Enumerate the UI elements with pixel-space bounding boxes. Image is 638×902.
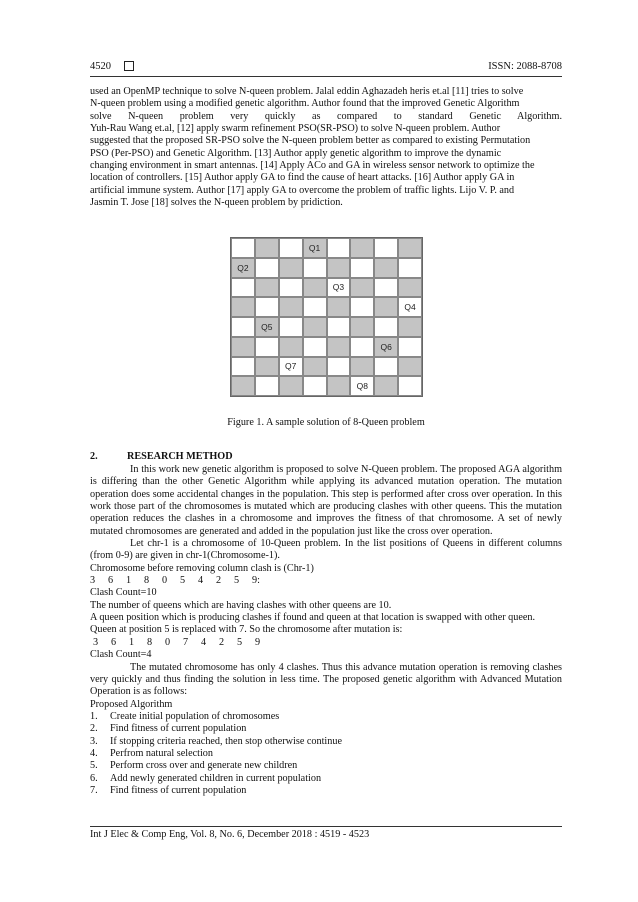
queen-label: Q3: [332, 282, 345, 293]
text-line: Queen at position 5 is replaced with 7. So the chromosome after mutation is:: [90, 624, 403, 636]
section-body: [90, 464, 562, 797]
gene-value: 7: [183, 636, 189, 648]
algorithm-steps: [90, 711, 562, 797]
issn: ISSN: 2088-8708: [488, 61, 562, 72]
gene-value: 2: [216, 575, 222, 587]
board-cell: [350, 337, 374, 357]
board-cell: [374, 317, 398, 337]
board-cell: [303, 297, 327, 317]
text-line: location of controllers. [15] Author apply GA to find the cause of heart attacks. [16] Author apply GA in: [90, 172, 515, 184]
gene-value: 4: [201, 636, 207, 648]
board-cell: [398, 317, 422, 337]
board-cell: [350, 317, 374, 337]
board-cell: [255, 258, 279, 278]
queen-label: Q5: [261, 321, 273, 332]
text-line: Jasmin T. Jose [18] solves the N-queen problem by pridiction.: [90, 197, 343, 209]
gene-value: 1: [126, 575, 132, 587]
paragraph: In this work new genetic algorithm is proposed to solve N-Queen problem. The proposed AGA algorithm is differing than the other Genetic Algorithm while applying its advanced mutation operation. The mutation operation does some accidental changes in the population. This step is performed after cross over operation. In this work those part of the chromosomes is mutated which are producing clashes with other queens. This the mutation operation reduces the clashes in a chromosome and improves the fitness of that chromosome. A set of newly mutated chromosomes are generated and added in the population just like the cross over operation.: [90, 464, 562, 537]
chromosome-before-label: Chromosome before removing column clash is (Chr-1): [90, 562, 314, 574]
gene-value: 1: [129, 636, 135, 648]
text-line: A queen position which is producing clashes if found and queen at that location is swapped with other queen.: [90, 612, 536, 624]
list-item: 3. If stopping criteria reached, then stop otherwise continue: [90, 735, 342, 747]
board-cell: [279, 317, 303, 337]
queen-label: Q1: [308, 242, 321, 253]
board-cell: [327, 297, 351, 317]
board-cell: [350, 376, 374, 396]
board-cell: [303, 357, 327, 377]
text-line: changing environment in smart antennas. [14] Apply ACo and GA in wireless sensor network to optimize the: [90, 160, 535, 172]
list-item: 6. Add newly generated children in current population: [90, 772, 322, 784]
board-cell: [231, 238, 255, 258]
board-cell: [398, 376, 422, 396]
queen-board-figure: [230, 237, 423, 397]
board-cell: [350, 278, 374, 298]
text-line: used an OpenMP technique to solve N-queen problem. Jalal eddin Aghazadeh heris et.al [11] tries to solve: [90, 86, 524, 97]
list-item: 4. Perfrom natural selection: [90, 747, 213, 759]
board-cell: [374, 376, 398, 396]
board-cell: [374, 357, 398, 377]
figure-caption: Figure 1. A sample solution of 8-Queen problem: [227, 417, 425, 428]
board-cell: [303, 258, 327, 278]
board-cell: [398, 278, 422, 298]
board-cell: [231, 278, 255, 298]
chromosome-after-values: [90, 637, 562, 649]
clash-count: Clash Count=4: [90, 649, 152, 661]
list-item: 1. Create initial population of chromosomes: [90, 710, 280, 722]
board-cell: [255, 297, 279, 317]
gene-value: 4: [198, 575, 204, 587]
board-cell: [255, 238, 279, 258]
text-line: N-queen problem using a modified genetic algorithm. Author found that the improved Genetic Algorithm: [90, 98, 520, 110]
gene-value: 8: [147, 636, 153, 648]
board-cell: [255, 317, 279, 337]
board-cell: [374, 278, 398, 298]
footer-rule: [90, 826, 562, 827]
gene-value: 8: [144, 575, 150, 587]
algorithm-title: Proposed Algorithm: [90, 698, 173, 710]
section-heading: [90, 451, 562, 462]
queen-label: Q6: [380, 341, 392, 352]
board-cell: [374, 297, 398, 317]
gene-value: 3: [90, 575, 96, 587]
board-cell: [374, 238, 398, 258]
board-cell: [279, 238, 303, 258]
board-cell: [255, 357, 279, 377]
board-cell: [231, 337, 255, 357]
text-line: The number of queens which are having clashes with other queens are 10.: [90, 599, 392, 611]
section-title: RESEARCH METHOD: [127, 451, 233, 462]
board-cell: [303, 278, 327, 298]
board-cell: [231, 317, 255, 337]
board-cell: [398, 357, 422, 377]
board-cell: [398, 337, 422, 357]
text-line: Yuh-Rau Wang et.al, [12] apply swarm refinement PSO(SR-PSO) to solve N-queen problem. Author: [90, 123, 501, 135]
intro-paragraph: [90, 86, 562, 209]
board-cell: [350, 297, 374, 317]
page-number: 4520: [90, 61, 111, 72]
board-cell: [279, 376, 303, 396]
board-cell: [327, 258, 351, 278]
square-icon: [124, 61, 134, 71]
board-cell: [231, 258, 255, 278]
list-item: 2. Find fitness of current population: [90, 723, 247, 735]
list-item: 5. Perform cross over and generate new children: [90, 760, 298, 772]
gene-value: 6: [111, 636, 117, 648]
gene-value: 5: [180, 575, 186, 587]
gene-value: 0: [165, 636, 171, 648]
board-cell: [374, 337, 398, 357]
gene-value: 6: [108, 575, 114, 587]
header-rule: [90, 76, 562, 77]
board-cell: [327, 317, 351, 337]
board-cell: [279, 337, 303, 357]
queen-label: Q7: [285, 361, 297, 372]
gene-value: 5: [237, 636, 243, 648]
queen-label: Q4: [404, 302, 416, 313]
board-cell: [327, 337, 351, 357]
gene-value: 0: [162, 575, 168, 587]
list-item: 7. Find fitness of current population: [90, 784, 247, 796]
board-cell: [398, 238, 422, 258]
board-cell: [398, 297, 422, 317]
board-cell: [327, 357, 351, 377]
text-line: suggested that the proposed SR-PSO solve the N-queen problem better as compared to existing Permutation: [90, 135, 531, 147]
queen-label: Q8: [356, 381, 368, 392]
queen-label: Q2: [237, 262, 249, 273]
gene-value: 2: [219, 636, 225, 648]
board-cell: [350, 258, 374, 278]
text-line: PSO (Per-PSO) and Genetic Algorithm. [13] Author apply genetic algorithm to improve the dynamic: [90, 147, 502, 159]
board-cell: [327, 238, 351, 258]
page-footer: Int J Elec & Comp Eng, Vol. 8, No. 6, December 2018 : 4519 - 4523: [90, 829, 370, 840]
clash-count: Clash Count=10: [90, 587, 157, 599]
paragraph: Let chr-1 is a chromosome of 10-Queen problem. In the list positions of Queens in different columns (from 0-9) are given in chr-1(Chromosome-1).: [90, 538, 562, 562]
board-cell: [374, 258, 398, 278]
board-cell: [350, 238, 374, 258]
gene-value: 9: [255, 636, 261, 648]
gene-value: 5: [234, 575, 240, 587]
board-cell: [279, 297, 303, 317]
board-cell: [398, 258, 422, 278]
board-cell: [231, 357, 255, 377]
board-cell: [303, 376, 327, 396]
board-cell: [255, 337, 279, 357]
board-cell: [303, 337, 327, 357]
board-cell: [255, 376, 279, 396]
board-cell: [279, 357, 303, 377]
board-cell: [303, 317, 327, 337]
text-line: solve N-queen problem very quickly as compared to standard Genetic Algorithm.: [90, 110, 562, 122]
chromosome-before-values: [90, 575, 562, 587]
board-cell: [327, 376, 351, 396]
board-cell: [279, 258, 303, 278]
text-line: artificial immune system. Author [17] apply GA to overcome the problem of traffic lights. Lijo V. P. and: [90, 184, 515, 196]
board-cell: [327, 278, 351, 298]
page-header: [90, 59, 562, 77]
gene-value: 9:: [252, 575, 260, 587]
board-cell: [231, 297, 255, 317]
board-cell: [255, 278, 279, 298]
board-cell: [303, 238, 327, 258]
gene-value: 3: [93, 636, 99, 648]
paragraph: The mutated chromosome has only 4 clashes. Thus this advance mutation operation is removing clashes very quickly and thus finding the solution in less time. The proposed genetic algorithm with Advanced Mutation Operation is as follows:: [90, 661, 562, 698]
board-cell: [350, 357, 374, 377]
section-number: 2.: [90, 451, 98, 462]
board-cell: [279, 278, 303, 298]
board-cell: [231, 376, 255, 396]
